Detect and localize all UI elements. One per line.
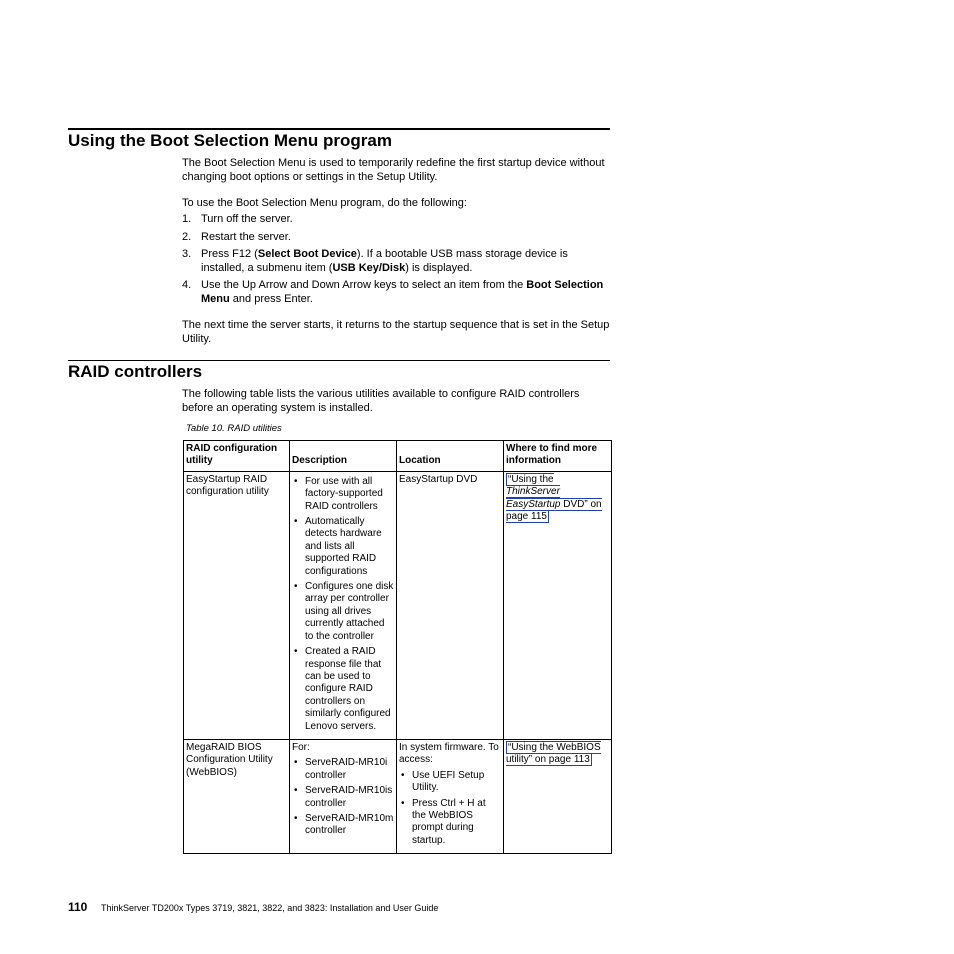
step-key-term: Select Boot Device (257, 248, 357, 260)
step-text: Use the Up Arrow and Down Arrow keys to select an item from the (201, 279, 527, 291)
table-header-row (184, 441, 612, 472)
boot-menu-closing: The next time the server starts, it returns to the startup sequence that is set in the Setup Utility. (182, 319, 610, 345)
table-row (184, 739, 612, 853)
step-text: and press Enter. (229, 292, 313, 305)
boot-menu-intro: The Boot Selection Menu is used to temporarily redefine the first startup device without changing boot options or settings in the Setup Utility. (182, 157, 605, 183)
section-rule-raid (68, 360, 610, 361)
step-item (182, 231, 612, 245)
list-item: • Use UEFI Setup Utility. (399, 770, 501, 795)
step-number: 1. (182, 213, 192, 225)
page-number: 110 (68, 900, 88, 914)
step-number: 4. (182, 279, 192, 291)
step-number: 3. (182, 248, 192, 260)
list-item: • ServeRAID-MR10i controller (292, 757, 394, 782)
location-cell (397, 739, 504, 853)
location-cell: EasyStartup DVD (397, 471, 504, 739)
description-cell (290, 471, 397, 739)
step-item (182, 248, 612, 275)
column-header: RAID configuration utility (184, 441, 290, 472)
utility-cell: EasyStartup RAID configuration utility (184, 471, 290, 739)
section-rule-top (68, 128, 610, 130)
list-item: • ServeRAID-MR10is controller (292, 785, 394, 810)
list-item: • Created a RAID response file that can be used to configure RAID controllers on similarly configured Lenovo servers. (292, 646, 394, 733)
step-key-term: USB Key/Disk (332, 261, 406, 274)
link-emphasis: ThinkServer EasyStartup (506, 486, 561, 510)
link-text: “Using the (508, 473, 554, 485)
raid-utilities-table (183, 440, 612, 854)
column-header: Where to find more information (504, 441, 612, 472)
location-lead: In system firmware. To access: (399, 741, 499, 766)
list-item: • For use with all factory-supported RAID controllers (292, 476, 394, 513)
webbios-link[interactable]: “Using the WebBIOS utility” on page 113 (506, 741, 601, 766)
easystartup-link[interactable] (506, 473, 602, 523)
column-header: Description (290, 441, 397, 472)
list-item: • Press Ctrl + H at the WebBIOS prompt during startup. (399, 798, 501, 848)
step-text: ) is displayed. (405, 261, 473, 274)
step-text: ). If a bootable USB mass storage device is installed, a submenu item ( (201, 248, 568, 274)
step-number: 2. (182, 230, 192, 243)
link-text: DVD” on page 115 (506, 498, 602, 523)
table-caption: Table 10. RAID utilities (186, 423, 282, 434)
utility-cell: MegaRAID BIOS Configuration Utility (WebBIOS) (184, 739, 290, 853)
location-list (399, 770, 501, 847)
step-text: Restart the server. (201, 230, 291, 243)
section-heading-raid: RAID controllers (68, 362, 203, 381)
boot-menu-steps (182, 213, 612, 310)
step-item (182, 213, 612, 227)
info-cell (504, 471, 612, 739)
step-item (182, 279, 612, 306)
list-item: • ServeRAID-MR10m controller (292, 813, 394, 838)
boot-menu-lead: To use the Boot Selection Menu program, do the following: (182, 197, 467, 209)
description-lead: For: (292, 741, 310, 753)
step-key-term: Boot Selection Menu (201, 279, 604, 305)
description-list (292, 757, 394, 837)
step-text: Press F12 ( (201, 248, 258, 260)
description-cell (290, 739, 397, 853)
raid-intro: The following table lists the various utilities available to configure RAID controllers before an operating system is installed. (182, 388, 580, 414)
section-heading-boot-menu: Using the Boot Selection Menu program (68, 131, 392, 150)
info-cell (504, 739, 612, 853)
list-item: • Automatically detects hardware and lists all supported RAID configurations (292, 516, 394, 578)
step-text: Turn off the server. (201, 213, 293, 225)
table-row (184, 471, 612, 739)
column-header: Location (397, 441, 504, 472)
footer-doc-title: ThinkServer TD200x Types 3719, 3821, 3822, and 3823: Installation and User Guide (101, 903, 439, 913)
list-item: • Configures one disk array per controller using all drives currently attached to the controller (292, 581, 394, 643)
description-list (292, 476, 394, 733)
